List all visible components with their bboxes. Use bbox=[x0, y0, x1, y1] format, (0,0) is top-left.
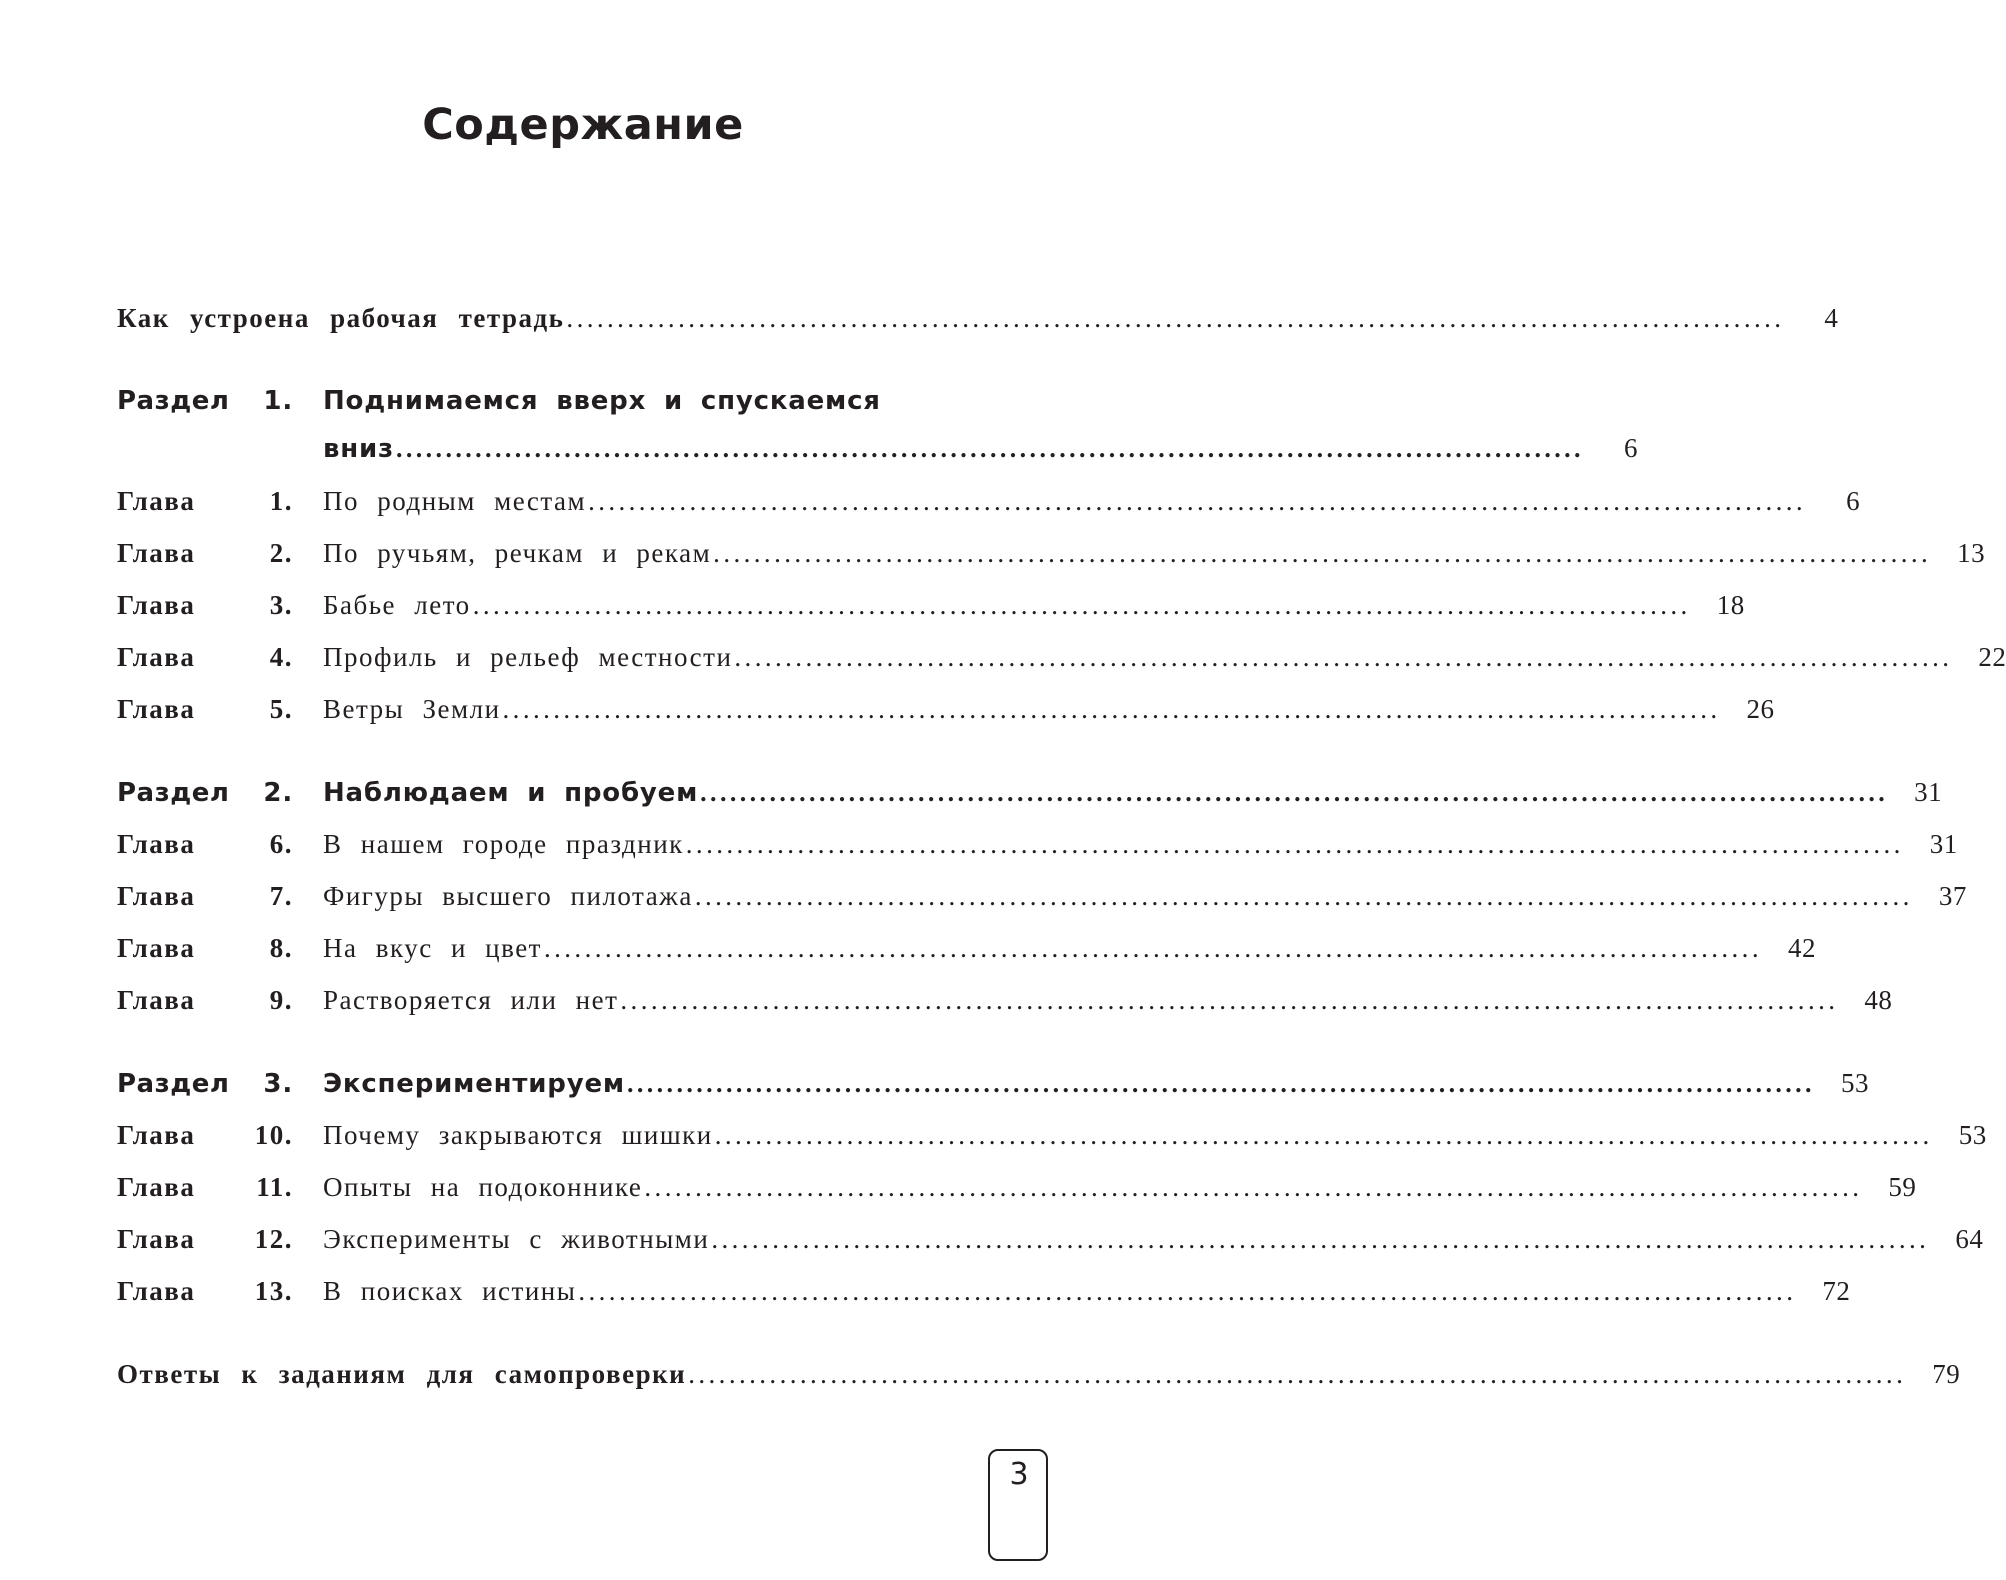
leader-dots: ........................................................................................................................ bbox=[626, 1069, 1815, 1098]
leader-dots: ........................................................................................................................ bbox=[578, 1276, 1797, 1306]
chapter-number: 8. bbox=[269, 933, 293, 963]
leader-dots: ........................................................................................................................ bbox=[714, 1120, 1933, 1150]
section-title-continued: вниз bbox=[323, 434, 394, 464]
toc-chapter[interactable] bbox=[117, 685, 1775, 725]
chapter-number: 1. bbox=[269, 486, 293, 516]
entry-title: Ответы к заданиям для самопроверки bbox=[117, 1359, 687, 1389]
chapter-number: 13. bbox=[254, 1276, 293, 1306]
chapter-title: Опыты на подоконнике bbox=[323, 1172, 643, 1202]
chapter-title: По родным местам bbox=[323, 486, 587, 516]
toc-chapter[interactable] bbox=[117, 581, 1745, 621]
leader-dots: ........................................................................................................................ bbox=[502, 694, 1721, 724]
chapter-label: Глава bbox=[117, 642, 196, 672]
toc-entry-intro[interactable] bbox=[117, 294, 1839, 334]
chapter-page: 48 bbox=[1864, 985, 1893, 1015]
toc-section-3[interactable] bbox=[117, 1059, 1869, 1099]
chapter-page: 53 bbox=[1958, 1120, 1987, 1150]
chapter-page: 42 bbox=[1787, 933, 1816, 963]
chapter-page: 13 bbox=[1957, 538, 1986, 568]
leader-dots: ........................................................................................................................ bbox=[694, 881, 1913, 911]
page-title: Содержание bbox=[422, 100, 744, 150]
chapter-label: Глава bbox=[117, 933, 196, 963]
page-number: 3 bbox=[1009, 1457, 1029, 1492]
chapter-title: На вкус и цвет bbox=[323, 933, 542, 963]
chapter-number: 11. bbox=[256, 1172, 293, 1202]
chapter-page: 59 bbox=[1888, 1172, 1917, 1202]
section-page: 6 bbox=[1623, 433, 1638, 463]
chapter-number: 2. bbox=[269, 538, 293, 568]
leader-dots: ........................................................................................................................ bbox=[713, 538, 1932, 568]
section-number: 3. bbox=[263, 1069, 293, 1099]
section-number: 1. bbox=[263, 386, 293, 416]
leader-dots: ........................................................................................................................ bbox=[395, 434, 1584, 463]
toc-chapter[interactable] bbox=[117, 872, 1967, 912]
section-title: Экспериментируем bbox=[323, 1069, 625, 1099]
leader-dots: ........................................................................................................................ bbox=[543, 933, 1762, 963]
chapter-number: 3. bbox=[269, 590, 293, 620]
chapter-title: Растворяется или нет bbox=[323, 985, 619, 1015]
chapter-title: В нашем городе праздник bbox=[323, 829, 684, 859]
section-number: 2. bbox=[263, 778, 293, 808]
chapter-page: 37 bbox=[1938, 881, 1967, 911]
entry-title: Как устроена рабочая тетрадь bbox=[117, 303, 565, 333]
leader-dots: ........................................................................................................................ bbox=[620, 985, 1839, 1015]
chapter-number: 6. bbox=[269, 829, 293, 859]
chapter-label: Глава bbox=[117, 694, 196, 724]
chapter-page: 26 bbox=[1746, 694, 1775, 724]
chapter-label: Глава bbox=[117, 829, 196, 859]
entry-page: 79 bbox=[1932, 1359, 1961, 1389]
chapter-number: 12. bbox=[254, 1224, 293, 1254]
section-page: 31 bbox=[1914, 777, 1943, 807]
section-label: Раздел bbox=[117, 386, 230, 416]
toc-chapter[interactable] bbox=[117, 820, 1958, 860]
chapter-page: 22 bbox=[1978, 642, 2006, 672]
chapter-page: 72 bbox=[1822, 1276, 1851, 1306]
toc-chapter[interactable] bbox=[117, 477, 1861, 517]
section-label: Раздел bbox=[117, 778, 230, 808]
chapter-number: 7. bbox=[269, 881, 293, 911]
chapter-number: 5. bbox=[269, 694, 293, 724]
chapter-page: 64 bbox=[1955, 1224, 1984, 1254]
chapter-label: Глава bbox=[117, 1224, 196, 1254]
leader-dots: ........................................................................................................................ bbox=[588, 486, 1807, 516]
toc-chapter[interactable] bbox=[117, 1163, 1917, 1203]
toc-chapter[interactable] bbox=[117, 1267, 1851, 1307]
chapter-page: 6 bbox=[1846, 486, 1861, 516]
toc-chapter[interactable] bbox=[117, 976, 1893, 1016]
chapter-title: В поисках истины bbox=[323, 1276, 577, 1306]
chapter-title: Эксперименты с животными bbox=[323, 1224, 710, 1254]
chapter-title: Ветры Земли bbox=[323, 694, 501, 724]
chapter-title: Профиль и рельеф местности bbox=[323, 642, 733, 672]
chapter-label: Глава bbox=[117, 538, 196, 568]
section-page: 53 bbox=[1840, 1068, 1869, 1098]
chapter-label: Глава bbox=[117, 1276, 196, 1306]
leader-dots: ........................................................................................................................ bbox=[566, 303, 1785, 333]
chapter-page: 31 bbox=[1929, 829, 1958, 859]
leader-dots: ........................................................................................................................ bbox=[711, 1224, 1930, 1254]
chapter-label: Глава bbox=[117, 881, 196, 911]
chapter-page: 18 bbox=[1716, 590, 1745, 620]
toc-entry-answers[interactable] bbox=[117, 1350, 1961, 1390]
section-label: Раздел bbox=[117, 1069, 230, 1099]
page-number-tab bbox=[988, 1449, 1048, 1561]
chapter-label: Глава bbox=[117, 486, 196, 516]
toc-chapter[interactable] bbox=[117, 529, 1986, 569]
chapter-number: 10. bbox=[254, 1120, 293, 1150]
chapter-number: 4. bbox=[269, 642, 293, 672]
chapter-label: Глава bbox=[117, 1172, 196, 1202]
section-title: Поднимаемся вверх и спускаемся bbox=[323, 386, 881, 416]
entry-page: 4 bbox=[1824, 303, 1839, 333]
chapter-label: Глава bbox=[117, 985, 196, 1015]
toc-chapter[interactable] bbox=[117, 924, 1816, 964]
chapter-title: Почему закрываются шишки bbox=[323, 1120, 713, 1150]
leader-dots: ........................................................................................................................ bbox=[472, 590, 1691, 620]
leader-dots: ........................................................................................................................ bbox=[685, 829, 1904, 859]
toc-chapter[interactable] bbox=[117, 1215, 1984, 1255]
toc-section-1-continued[interactable] bbox=[117, 424, 1638, 464]
chapter-title: Фигуры высшего пилотажа bbox=[323, 881, 693, 911]
leader-dots: ........................................................................................................................ bbox=[734, 642, 1953, 672]
chapter-label: Глава bbox=[117, 1120, 196, 1150]
chapter-number: 9. bbox=[269, 985, 293, 1015]
toc-section-2[interactable] bbox=[117, 768, 1943, 808]
chapter-title: Бабье лето bbox=[323, 590, 471, 620]
leader-dots: ........................................................................................................................ bbox=[688, 1359, 1907, 1389]
toc-chapter[interactable] bbox=[117, 1111, 1987, 1151]
chapter-label: Глава bbox=[117, 590, 196, 620]
toc-chapter[interactable] bbox=[117, 633, 2006, 673]
toc-section-1[interactable] bbox=[117, 376, 1051, 416]
chapter-title: По ручьям, речкам и рекам bbox=[323, 538, 712, 568]
leader-dots: ........................................................................................................................ bbox=[644, 1172, 1863, 1202]
section-title: Наблюдаем и пробуем bbox=[323, 778, 699, 808]
leader-dots: ........................................................................................................................ bbox=[700, 778, 1889, 807]
